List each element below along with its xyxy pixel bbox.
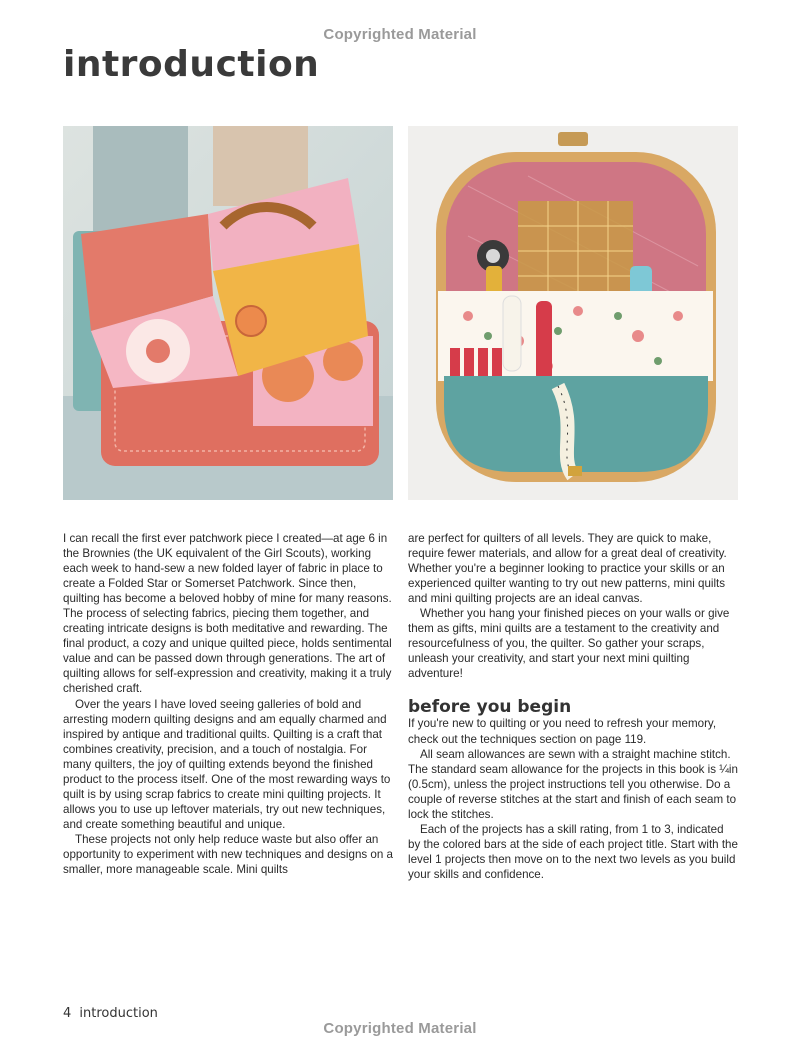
paragraph: Whether you hang your finished pieces on your walls or give them as gifts, mini quilts are a testament to the creativity and resourcefulness of you, the quilter. So gather your scraps, unleash your creativity, and start your next mini quilting adventure! xyxy=(408,607,730,681)
paragraph: These projects not only help reduce waste but also offer an opportunity to experiment with new techniques and designs on a smaller, more manageable scale. Mini quilts xyxy=(63,832,393,877)
hoop-organizer-photo xyxy=(408,126,738,500)
page-number: 4 xyxy=(63,1006,72,1021)
copyright-watermark-bottom: Copyrighted Material xyxy=(323,1020,477,1037)
paragraph: All seam allowances are sewn with a straight machine stitch. The standard seam allowance for the projects in this book is ¼in (0.5cm), unless the project instructions tell you otherwise. Do a couple of reverse stitches at the start and finish of each seam to lock the stitches. xyxy=(408,747,738,821)
copyright-watermark-top: Copyrighted Material xyxy=(323,26,477,43)
left-text-column xyxy=(63,531,393,877)
page-footer xyxy=(63,1006,162,1021)
paragraph: I can recall the first ever patchwork piece I created—at age 6 in the Brownies (the UK equivalent of the Girl Scouts), working each week to hand-sew a new folded layer of fabric in place to create a Folded Star or Somerset Patchwork. Since then, quilting has become a beloved hobby of mine for many reasons. The process of selecting fabrics, piecing them together, and creating intricate designs is both meditative and rewarding. The final product, a cozy and unique quilted piece, holds sentimental value and can be passed down through generations. The art of quilting allows for self-expression and creativity, making it a truly cherished craft. xyxy=(63,532,392,696)
paragraph: Over the years I have loved seeing galleries of bold and arresting modern quilting designs and am equally charmed and inspired by antique and traditional quilts. Quilting is a craft that combines creativity, precision, and a touch of nostalgia. For many quilters, the joy of quilting extends beyond the finished product to the process itself. One of the most rewarding ways to quilt is by using scrap fabrics to create mini quilting projects. It allows you to use up leftover materials, try out new techniques, and create something beautiful and unique. xyxy=(63,697,391,831)
section-heading: before you begin xyxy=(408,697,572,718)
paragraph: Each of the projects has a skill rating, from 1 to 3, indicated by the colored bars at the side of each project title. Start with the level 1 projects then move on to the next two levels as you build your skills and confidence. xyxy=(408,822,738,881)
paragraph: If you're new to quilting or you need to refresh your memory, check out the techniques section on page 119. xyxy=(408,717,717,746)
page-title: introduction xyxy=(63,44,320,85)
footer-section-name: introduction xyxy=(79,1006,158,1021)
paragraph: are perfect for quilters of all levels. They are quick to make, require fewer materials, and allow for a great deal of creativity. Whether you're a beginner looking to practice your skills or an experienced quilter wanting to try out new patterns, mini quilts and mini quilting projects are an ideal canvas. xyxy=(408,532,727,606)
right-text-column xyxy=(408,531,738,882)
pouch-photo xyxy=(63,126,393,500)
